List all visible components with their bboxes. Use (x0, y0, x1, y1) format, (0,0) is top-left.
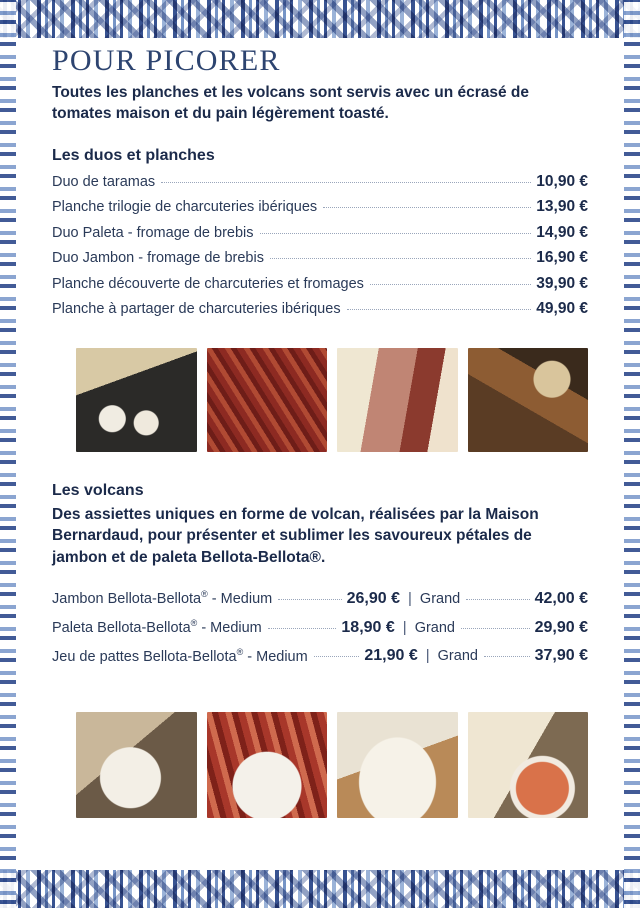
dotted-leader (370, 284, 531, 285)
menu-list-duos-planches (52, 169, 588, 322)
menu-item-price: 10,90 € (536, 172, 588, 190)
volcan-medium-price: 21,90 € (364, 647, 418, 665)
registered-mark: ® (201, 588, 208, 599)
registered-mark: ® (236, 646, 244, 657)
price-separator: | (402, 618, 407, 636)
section-title-duos-planches: Les duos et planches (52, 146, 215, 164)
menu-item-price: 49,90 € (536, 300, 588, 318)
dotted-leader (484, 656, 530, 657)
dotted-leader (268, 628, 337, 629)
photo-strip-top (76, 348, 588, 452)
menu-item-row (52, 220, 588, 246)
photo-pain-soupe (468, 712, 589, 818)
volcan-grand-label: Grand (419, 590, 461, 607)
volcan-item-row (52, 584, 588, 613)
menu-item-row (52, 169, 588, 195)
price-separator: | (408, 589, 412, 607)
menu-item-price: 16,90 € (536, 249, 588, 267)
menu-item-label: Planche trilogie de charcuteries ibériques (52, 199, 318, 216)
menu-content (52, 44, 588, 818)
spacer (52, 452, 588, 482)
menu-item-price: 13,90 € (536, 198, 588, 216)
menu-item-label: Duo de taramas (52, 173, 156, 190)
volcan-grand-price: 37,90 € (534, 647, 589, 665)
section-title-volcans: Les volcans (52, 481, 144, 499)
price-separator: | (425, 647, 430, 665)
photo-charcuterie-iberique (207, 348, 328, 452)
dotted-leader (461, 628, 530, 629)
dotted-leader (314, 656, 360, 657)
volcan-grand-label: Grand (437, 648, 478, 665)
dotted-leader (347, 309, 532, 310)
photo-volcan-assiette (337, 712, 458, 818)
decorative-border-bottom (0, 870, 640, 908)
dotted-leader (466, 599, 529, 600)
menu-list-volcans (52, 584, 588, 670)
photo-duo-taramas (76, 348, 197, 452)
photo-decoupe-jambon (76, 712, 197, 818)
photo-volcan-jambon (207, 712, 328, 818)
photo-planche-partager (468, 348, 589, 452)
dotted-leader (260, 233, 532, 234)
photo-fromage-jambon (337, 348, 458, 452)
menu-item-price: 39,90 € (536, 274, 588, 292)
volcan-medium-price: 18,90 € (341, 618, 395, 636)
menu-item-row (52, 296, 588, 322)
volcan-item-row (52, 613, 588, 642)
menu-item-label: Planche découverte de charcuteries et fromages (52, 275, 364, 292)
volcans-description: Des assiettes uniques en forme de volcan, réalisées par la Maison Bernardaud, pour présenter et sublimer les savoureux pétales de jambon et de paleta Bellota-Bellota®. (52, 505, 539, 566)
registered-mark: ® (190, 617, 198, 628)
page-intro: Toutes les planches et les volcans sont servis avec un écrasé de tomates maison et du pain légèrement toasté. (52, 84, 529, 122)
menu-item-label: Duo Paleta - fromage de brebis (52, 224, 254, 241)
volcan-grand-label: Grand (414, 619, 455, 636)
photo-strip-bottom (76, 712, 588, 818)
menu-item-row (52, 245, 588, 271)
dotted-leader (161, 182, 531, 183)
volcan-grand-price: 29,90 € (534, 618, 589, 636)
volcan-item-label: Paleta Bellota-Bellota® - Medium (52, 617, 262, 636)
dotted-leader (323, 207, 531, 208)
decorative-border-left (0, 0, 16, 908)
decorative-border-top (0, 0, 640, 38)
menu-item-row (52, 194, 588, 220)
volcan-medium-price: 26,90 € (346, 589, 401, 607)
volcan-item-label: Jeu de pattes Bellota-Bellota® - Medium (52, 646, 308, 665)
menu-item-row (52, 271, 588, 297)
dotted-leader (270, 258, 531, 259)
volcan-grand-price: 42,00 € (534, 589, 589, 607)
menu-item-price: 14,90 € (536, 223, 588, 241)
page-title: POUR PICORER (52, 44, 281, 77)
menu-item-label: Planche à partager de charcuteries ibériques (52, 301, 341, 318)
menu-item-label: Duo Jambon - fromage de brebis (52, 250, 264, 267)
volcan-item-label: Jambon Bellota-Bellota® - Medium (52, 588, 273, 607)
volcan-item-row (52, 642, 588, 671)
decorative-border-right (624, 0, 640, 908)
dotted-leader (278, 599, 341, 600)
